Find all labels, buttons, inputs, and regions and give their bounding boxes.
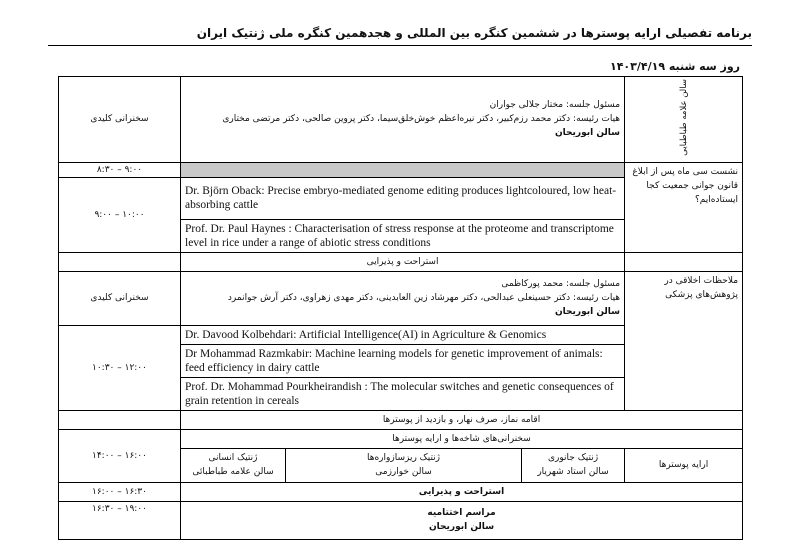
branch-human-title: ژنتیک انسانی (208, 453, 258, 464)
session2-chair: مسئول جلسه: محمد پورکاظمی (501, 279, 621, 290)
branch-microbial-title: ژنتیک ریزسازواره‌ها (366, 453, 441, 464)
session2-type: سخنرانی کلیدی (59, 271, 181, 325)
slot1-row (59, 162, 743, 177)
session1-row (59, 77, 743, 163)
session1-hall: سالن ابوریحان (554, 128, 621, 139)
schedule-table (58, 76, 743, 540)
session2-info (181, 271, 625, 325)
schedule-date: روز سه شنبه ۱۴۰۳/۴/۱۹ (610, 60, 740, 73)
session1-chair: مسئول جلسه: مختار جلالی جواران (489, 100, 621, 111)
closing-time: ۱۶:۳۰ – ۱۹:۰۰ (59, 501, 181, 539)
branch-human-genetics (181, 448, 286, 482)
closing-hall: سالن ابوریحان (428, 522, 495, 533)
break1-label: استراحت و پذیرایی (181, 252, 625, 271)
break1-side-cell (625, 252, 743, 271)
session2-hall: سالن ابوریحان (554, 307, 621, 318)
break2-label: استراحت و پذیرایی (181, 482, 743, 501)
branch-posters: ارایه پوسترها (625, 448, 743, 482)
lunch-label: اقامه نماز، صرف نهار، و بازدید از پوسترها (181, 410, 743, 429)
closing-cell (181, 501, 743, 539)
break2-row (59, 482, 743, 501)
branch-microbial-hall: سالن خوارزمی (375, 467, 432, 478)
branch-human-hall: سالن علامه طباطبائی (192, 467, 274, 478)
slot1-gray-cell (181, 162, 625, 177)
session1-side-hall: سالن علامه طباطبایی (678, 79, 689, 156)
slot2-talk1: Dr. Björn Oback: Precise embryo-mediated genome editing produces lightcoloured, low heat-absorbing cattle (181, 177, 625, 219)
session1-board: هیات رئیسه: دکتر محمد رزم‌کبیر، دکتر نیره‌اعظم خوش‌خلق‌سیما، دکتر پروین صالحی، دکتر مرتضی مختاری (222, 114, 621, 125)
page-title: برنامه تفصیلی ارایه پوسترها در ششمین کنگره بین المللی و هجدهمین کنگره ملی ژنتیک ایران (196, 26, 752, 40)
closing-label: مراسم اختتامیه (427, 508, 496, 519)
lunch-time-cell (59, 410, 181, 429)
session2-talk1: Dr. Davood Kolbehdari: Artificial Intelligence(AI) in Agriculture & Genomics (181, 325, 625, 344)
break1-time-cell (59, 252, 181, 271)
closing-row (59, 501, 743, 539)
session2-time: ۱۰:۳۰ – ۱۲:۰۰ (59, 325, 181, 410)
session2-side-event: ملاحظات اخلاقی در پژوهش‌های پزشکی (625, 271, 743, 410)
branches-heading-row (59, 429, 743, 448)
branch-animal-hall: سالن استاد شهریار (537, 467, 609, 478)
break1-row (59, 252, 743, 271)
session1-info (181, 77, 625, 163)
title-divider (48, 45, 752, 46)
break2-time: ۱۶:۰۰ – ۱۶:۳۰ (59, 482, 181, 501)
session2-row (59, 271, 743, 325)
slot2-time: ۹:۰۰ – ۱۰:۰۰ (59, 177, 181, 252)
branches-heading: سخنرانی‌های شاخه‌ها و ارایه پوسترها (181, 429, 743, 448)
lunch-row (59, 410, 743, 429)
branches-time: ۱۴:۰۰ – ۱۶:۰۰ (59, 429, 181, 482)
slot2-talk2: Prof. Dr. Paul Haynes : Characterisation of stress response at the proteome and transcriptome level in rice under a range of abiotic stress conditions (181, 219, 625, 252)
session2-board: هیات رئیسه: دکتر حسینعلی عبدالحی، دکتر مهرشاد زین العابدینی، دکتر مهدی زهراوی، دکتر آرش جوانمرد (227, 293, 621, 304)
slot1-time: ۸:۳۰ – ۹:۰۰ (59, 162, 181, 177)
session1-type: سخنرانی کلیدی (59, 77, 181, 163)
session1-side-hall-cell (625, 77, 743, 163)
slot1-side-event: نشست سی ماه پس از ابلاغ قانون جوانی جمعیت کجا ایستاده‌ایم؟ (625, 162, 743, 252)
branch-animal-title: ژنتیک جانوری (547, 453, 599, 464)
branch-animal-genetics (522, 448, 625, 482)
branch-microbial-genetics (286, 448, 522, 482)
session2-talk3: Prof. Dr. Mohammad Pourkheirandish : The molecular switches and genetic consequences of grain retention in cereals (181, 377, 625, 410)
session2-talk2: Dr Mohammad Razmkabir: Machine learning models for genetic improvement of animals: feed efficiency in dairy cattle (181, 344, 625, 377)
